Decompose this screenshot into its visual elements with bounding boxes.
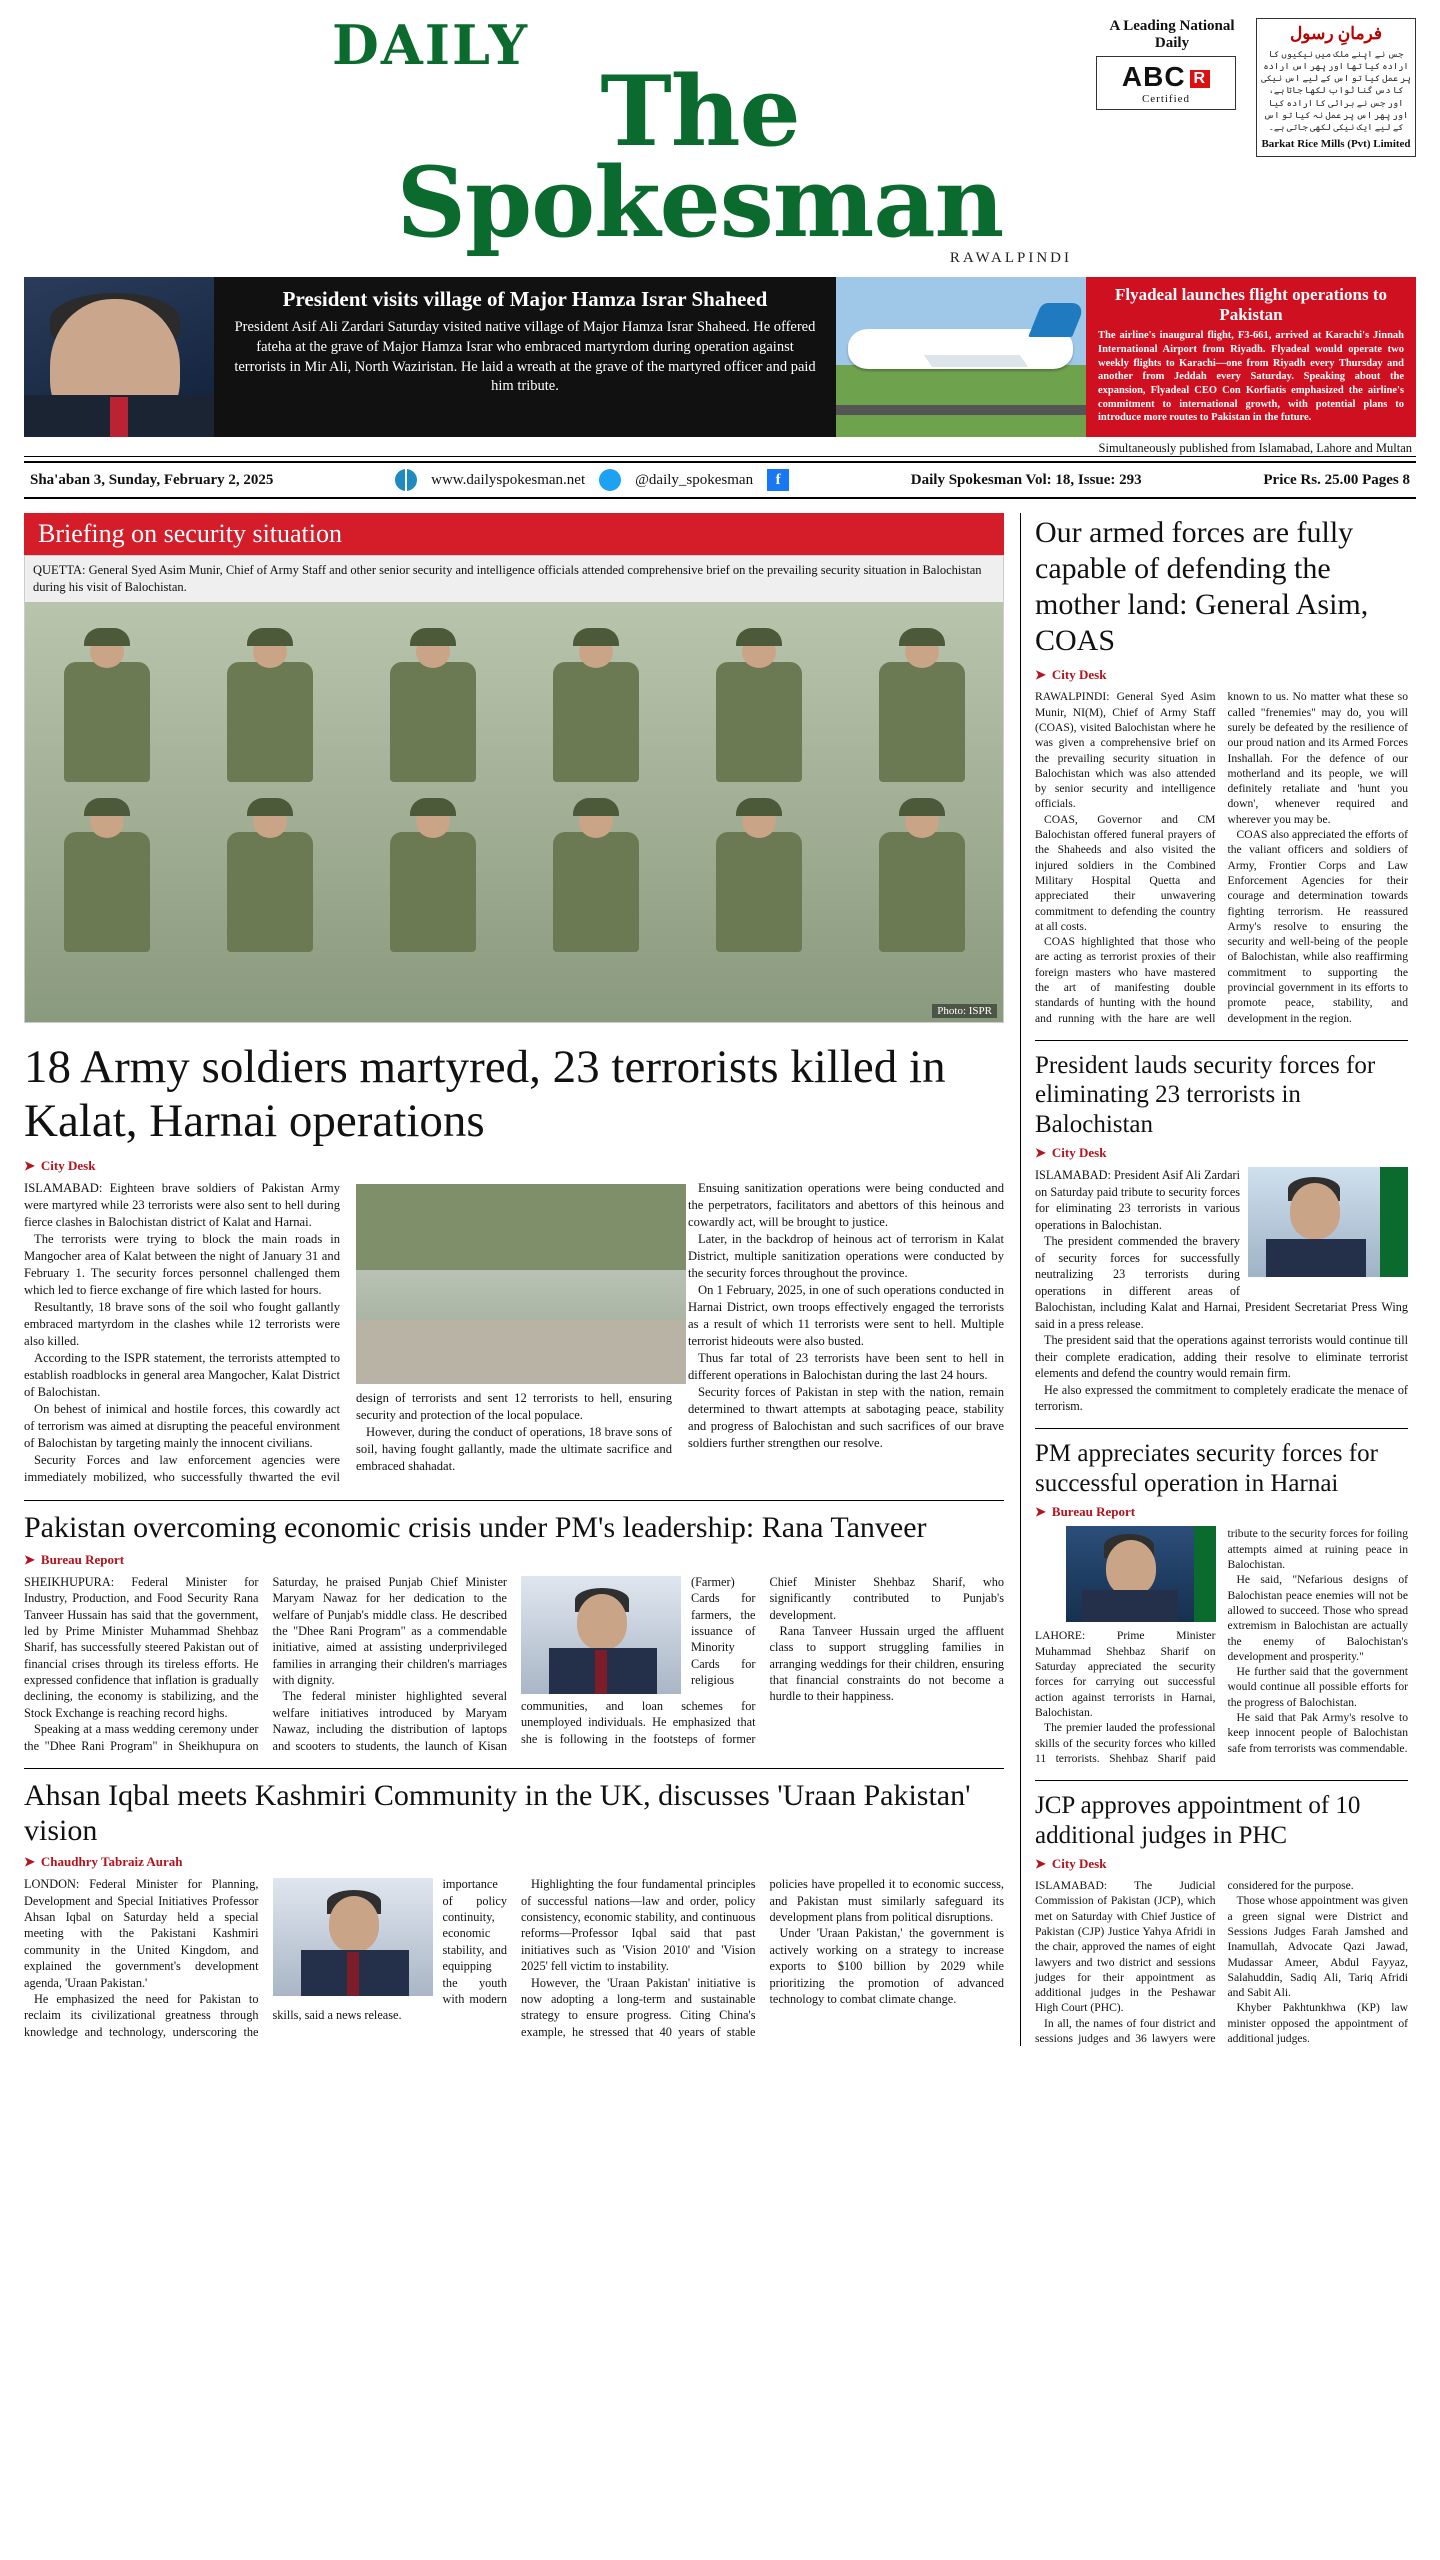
lead-headline: 18 Army soldiers martyred, 23 terrorists killed in Kalat, Harnai operations: [24, 1041, 946, 1147]
road-shape: [356, 1320, 686, 1384]
rana-body: [24, 1574, 1004, 1754]
top-banner: [24, 277, 1416, 437]
ahsan-paragraph: Under 'Uraan Pakistan,' the government is actively working on a strategy to increase exports to $100 billion by 2029 while prioritizing the promotion of advanced technology to combat climate change.: [769, 1926, 1004, 2006]
lead-paragraph: On behest of inimical and hostile forces, this cowardly act of terrorism was aimed at disrupting the peaceful environment of Balochistan by targeting mainly the innocent civilians.: [24, 1402, 340, 1451]
flag-shape: [1194, 1526, 1216, 1622]
abc-certification-badge: [1096, 56, 1236, 110]
lead-byline-text: City Desk: [40, 1158, 96, 1174]
pm-appreciates-body: [1035, 1526, 1408, 1766]
pm-appreciates-headline: PM appreciates security forces for successful operation in Harnai: [1035, 1440, 1378, 1497]
facebook-icon[interactable]: f: [767, 469, 789, 491]
portrait-head-shape: [1290, 1183, 1340, 1239]
masthead-title-block: [304, 13, 1096, 267]
lead-paragraph: ISLAMABAD: Eighteen brave soldiers of Pakistan Army were martyred while 23 terrorists were also sent to hell during fierce clashes in Balochistan district of Kalat and Harnai.: [24, 1181, 340, 1230]
jcp-paragraph: Those whose appointment was given a green signal were District and Sessions Judges Farah Jamshed and Inamullah, Advocate Qazi Jawad, Mudassar Ameer, Abdul Fayyaz, Salahuddin, Sadiq Ali, Tariq Afridi and Sabit Ali.: [1227, 1894, 1408, 2000]
ahsan-body: [24, 1876, 1004, 2039]
banner-right-story: [1086, 277, 1416, 437]
jcp-paragraph: Khyber Pakhtunkhwa (KP) law minister opposed the appointment of additional judges.: [1227, 2001, 1408, 2046]
portrait-body-shape: [1082, 1590, 1178, 1622]
bird-icon: ➤: [1035, 1856, 1046, 1872]
rana-paragraph: Speaking at a mass wedding ceremony under the "Dhee Rani Program" in Sheikhupura on Saturday, he praised Punjab Chief Minister Maryam Nawaz for her dedication to the welfare of Punjab's middle class. He described the "Dhee Rani Program" as a commendable initiative, aimed at assisting underprivileged families in arranging their children's marriages with dignity.: [24, 1575, 507, 1753]
bird-icon: ➤: [1035, 1145, 1046, 1161]
briefing-photo: [25, 602, 1003, 1022]
coas-byline: [1035, 667, 1408, 683]
soldier-figure: [227, 662, 313, 782]
ahsan-paragraph: He emphasized the need for Pakistan to reclaim its civilizational greatness through knowledge and technology, underscoring the importance of policy continuity, economic stability, and equipping the youth with modern skills, said a news release.: [24, 1877, 507, 2039]
section-divider: [1035, 1780, 1408, 1781]
banner-right-text: The airline's inaugural flight, F3-661, arrived at Karachi's Jinnah International Airport from Riyadh. Flyadeal would operate two weekly flights to Karachi—one from Riyadh every Thursday and another from Jeddah every Saturday. Speaking about the expansion, Flyadeal CEO Con Korfiatis emphasized the airline's commitment to international growth, with potential plans to introduce more routes to Pakistan in the future.: [1098, 330, 1404, 424]
section-divider: [24, 1500, 1004, 1501]
briefing-title-bar: Briefing on security situation: [24, 513, 1004, 555]
main-content-grid: [24, 513, 1416, 2046]
abc-sub-label: Certified: [1141, 93, 1191, 105]
banner-left-story: [214, 277, 836, 437]
lead-paragraph: Security forces of Pakistan in step with the nation, remain determined to thwart attempts at sabotaging peace, stability and progress of Balochistan and such sacrifices of our brave soldiers further strengthen our resolve.: [688, 1385, 1004, 1451]
pm-appreciates-paragraph: LAHORE: Prime Minister Muhammad Shehbaz Sharif on Saturday appreciated the security forces for carrying out successful action against terrorists in Harnai, Balochistan.: [1035, 1629, 1216, 1719]
banner-right-headline: Flyadeal launches flight operations to Pakistan: [1114, 285, 1387, 325]
jcp-headline: JCP approves appointment of 10 additional judges in PHC: [1035, 1792, 1361, 1849]
photo-tie-shape: [110, 397, 128, 437]
pm-appreciates-byline: [1035, 1504, 1408, 1520]
president-lauds-paragraph: ISLAMABAD: President Asif Ali Zardari on Saturday paid tribute to security forces for eliminating 23 terrorists in various operations in Balochistan.: [1035, 1168, 1240, 1232]
soldier-figure: [64, 832, 150, 952]
rana-paragraph: SHEIKHUPURA: Federal Minister for Industry, Production, and Food Security Rana Tanveer Hussain has said that the government, led by Prime Minister Muhammad Shehbaz Sharif, has successfully steered Pakistan out of financial crises through its tireless efforts. He expressed confidence that inflation is gradually declining, the economy is stabilizing, and the Stock Exchange is reaching record highs.: [24, 1575, 259, 1720]
lead-paragraph: Ensuing sanitization operations were being conducted and the perpetrators, facilitators and abettors of this heinous and cowardly act, will be brought to justice.: [688, 1181, 1004, 1230]
soldier-figure: [879, 832, 965, 952]
rana-headline: Pakistan overcoming economic crisis under PM's leadership: Rana Tanveer: [24, 1511, 927, 1545]
ahsan-byline: [24, 1854, 1004, 1870]
soldier-figure: [716, 662, 802, 782]
masthead-city: RAWALPINDI: [949, 250, 1072, 267]
rana-paragraph: The federal minister highlighted several welfare initiatives introduced by Maryam Nawaz, including the distribution of laptops and scooters to students, the launch of Kisan (Farmer) Cards for farmers, the issuance of Minority Cards for religious communities, and loan schemes for unemployed individuals. He emphasized that she is following in the footsteps of former Chief Minister Shehbaz Sharif, who significantly contributed to Punjab's development.: [272, 1575, 1004, 1753]
lead-byline: [24, 1158, 1004, 1174]
briefing-caption: QUETTA: General Syed Asim Munir, Chief of Army Staff and other senior security and intelligence officials attended comprehensive brief on the prevailing security situation in Balochistan during his visit of Balochistan.: [25, 556, 1003, 602]
masthead-daily-word: DAILY: [332, 13, 530, 77]
masthead-paper-name: The Spokesman: [396, 55, 1004, 260]
jcp-byline: [1035, 1856, 1408, 1872]
lead-paragraph: Later, in the backdrop of heinous act of terrorism in Kalat District, multiple sanitization operations were conducted by the security forces throughout the province.: [688, 1232, 1004, 1281]
president-lauds-paragraph: The president commended the bravery of security forces for successfully neutralizing 23 terrorists during operations in different areas of Balochistan, including Kalat and Harnai, President Secretariat Press Wing said in a press release.: [1035, 1234, 1408, 1331]
lead-paragraph: The terrorists were trying to block the main roads in Mangocher area of Kalat between the night of January 31 and February 1. The security forces personnel challenged them which led to fierce exchange of fire which lasted for hours.: [24, 1232, 340, 1298]
lead-paragraph: On 1 February, 2025, in one of such operations conducted in Harnai District, own troops effectively engaged the terrorists as a result of which 11 terrorists were sent to hell. Multiple terrorist hideouts were also busted.: [688, 1283, 1004, 1349]
jcp-byline-text: City Desk: [1051, 1856, 1107, 1872]
info-bar: [24, 461, 1416, 499]
rana-paragraph: Rana Tanveer Hussain urged the affluent class to support struggling families in arranging weddings for their children, ensuring that financial constraints do not become a hurdle to their happiness.: [769, 1624, 1004, 1704]
lead-paragraph: Thus far total of 23 terrorists have been sent to hell in different operations in Balochistan during the last 24 hours.: [688, 1351, 1004, 1383]
masthead-left-spacer: [24, 18, 304, 28]
soldier-figure: [390, 662, 476, 782]
urdu-sponsor: Barkat Rice Mills (Pvt) Limited: [1261, 137, 1411, 150]
soldier-figure: [553, 662, 639, 782]
soldier-figure: [64, 662, 150, 782]
president-lauds-byline: [1035, 1145, 1408, 1161]
twitter-handle[interactable]: @daily_spokesman: [635, 471, 754, 488]
volume-issue: Daily Spokesman Vol: 18, Issue: 293: [910, 471, 1142, 488]
pm-shehbaz-photo: [1066, 1526, 1216, 1622]
pm-appreciates-paragraph: He further said that the government would continue all possible efforts for the progress of Balochistan.: [1227, 1665, 1408, 1709]
bird-icon: ➤: [1035, 1504, 1046, 1520]
simultaneous-publication-note: Simultaneously published from Islamabad, Lahore and Multan: [24, 437, 1416, 457]
jcp-paragraph: ISLAMABAD: The Judicial Commission of Pakistan (JCP), which met on Saturday with Chief Justice of Pakistan (CJP) Justice Yahya Afridi in the chair, approved the names of eight lawyers and two district and sessions judges for their appointment as additional judges in the Peshawar High Court (PHC).: [1035, 1879, 1216, 2015]
section-divider: [1035, 1428, 1408, 1429]
president-lauds-paragraph: The president said that the operations against terrorists would continue till their complete eradication, adding their resolve to eliminate terrorist elements and defend the country would remain firm.: [1035, 1333, 1408, 1381]
right-column: [1020, 513, 1408, 2046]
soldier-figure: [390, 832, 476, 952]
abc-label: ABC R: [1105, 61, 1227, 93]
abc-r-icon: R: [1190, 70, 1211, 88]
flyadeal-plane-photo: [836, 277, 1086, 437]
photo-credit: Photo: ISPR: [932, 1004, 997, 1018]
lead-paragraph: Security Forces and law enforcement agencies were immediately mobilized, who successfully thwarted the evil design of terrorists and sent 12 terrorists to hell, ensuring security and protection of the local populace.: [24, 1391, 672, 1485]
president-lauds-byline-text: City Desk: [1051, 1145, 1107, 1161]
president-lauds-body: [1035, 1167, 1408, 1414]
urdu-quote-box: [1256, 18, 1416, 157]
photo-row-back: [25, 662, 1003, 782]
rana-byline-text: Bureau Report: [40, 1552, 125, 1568]
soldier-figure: [227, 832, 313, 952]
coas-headline: Our armed forces are fully capable of defending the mother land: General Asim, COAS: [1035, 516, 1369, 658]
coas-byline-text: City Desk: [1051, 667, 1107, 683]
masthead-right-block: [1096, 18, 1416, 157]
coas-paragraph: COAS also appreciated the efforts of the valiant officers and soldiers of Army, Frontier Corps and Law Enforcement Agencies for their courage and determination towards fighting terrorism. He reassured Army's resolve to ensuring the security and well-being of the people of Balochistan, while also reaffirming commitment to supporting the provincial government in its efforts to promote peace, stability, and development in the region.: [1227, 828, 1408, 1025]
portrait-tie-shape: [347, 1952, 359, 1996]
president-lauds-headline: President lauds security forces for eliminating 23 terrorists in Balochistan: [1035, 1051, 1376, 1138]
president-zardari-photo: [1248, 1167, 1408, 1277]
coas-paragraph: COAS highlighted that those who are acting as terrorist proxies of their foreign masters who have mastered the art of manifesting double standards of hunting with the hound and running with the hare are well known to us. No matter what these so called "frenemies" may do, you will surely be defeated by the resilience of our proud nation and its Armed Forces Inshallah. For the defence of our motherland and its people, we will definitely retaliate and 'hunt you down', whenever required and wherever you may be.: [1035, 690, 1408, 1025]
lead-paragraph: However, during the conduct of operations, 18 brave sons of soil, having fought gallantly, made the ultimate sacrifice and embraced shahadat.: [356, 1425, 672, 1474]
globe-icon: [395, 469, 417, 491]
rana-byline: [24, 1552, 1004, 1568]
lead-paragraph: According to the ISPR statement, the terrorists attempted to establish roadblocks in general area Mangocher, Kalat District of Balochistan.: [24, 1351, 340, 1400]
flag-shape: [1380, 1167, 1408, 1277]
portrait-head-shape: [1106, 1540, 1156, 1596]
ahsan-headline: Ahsan Iqbal meets Kashmiri Community in the UK, discusses 'Uraan Pakistan' vision: [24, 1778, 971, 1847]
pm-appreciates-paragraph: The premier lauded the professional skills of the security forces who killed 11 terrorists. Shehbaz Sharif paid tribute to the security forces for foiling attempts aimed at ruining peace in Balochistan.: [1035, 1527, 1408, 1765]
banner-left-headline: President visits village of Major Hamza Israr Shaheed: [282, 287, 768, 312]
portrait-head-shape: [577, 1594, 627, 1650]
coas-paragraph: RAWALPINDI: General Syed Asim Munir, NI(M), Chief of Army Staff (COAS), visited Balochistan where he was given a comprehensive brief on the prevailing security situation in Balochistan which was also attended by senior security and intelligence officials.: [1035, 690, 1216, 811]
section-divider: [24, 1768, 1004, 1769]
lead-inline-photo: [356, 1184, 686, 1384]
president-photo: [24, 277, 214, 437]
airplane-wing-shape: [924, 355, 1028, 367]
price-pages: Price Rs. 25.00 Pages 8: [1263, 471, 1411, 488]
president-lauds-paragraph: He also expressed the commitment to completely eradicate the menace of terrorism.: [1035, 1382, 1408, 1413]
runway-shape: [836, 405, 1086, 415]
lead-body: [24, 1180, 1004, 1486]
lead-paragraph: Resultantly, 18 brave sons of the soil who fought gallantly embraced martyrdom in the clashes while 12 terrorists were also killed.: [24, 1300, 340, 1349]
pm-appreciates-byline-text: Bureau Report: [1051, 1504, 1136, 1520]
left-column: [24, 513, 1004, 2046]
section-divider: [1035, 1040, 1408, 1041]
jcp-body: [1035, 1878, 1408, 2046]
banner-left-text: President Asif Ali Zardari Saturday visited native village of Major Hamza Israr Shaheed. He offered fateha at the grave of Major Hamza Israr who embraced martyrdom during operation against terrorists in Mir Ali, North Waziristan. He laid a wreath at the grave of the martyred officer and paid him tribute.: [234, 319, 816, 395]
soldier-figure: [716, 832, 802, 952]
photo-row-front: [25, 832, 1003, 952]
bird-icon: ➤: [1035, 667, 1046, 683]
portrait-tie-shape: [595, 1650, 607, 1694]
masthead-tagline: A Leading National Daily: [1109, 18, 1235, 51]
issue-date: Sha'aban 3, Sunday, February 2, 2025: [30, 471, 274, 488]
briefing-photo-block: [24, 555, 1004, 1023]
jcp-paragraph: In all, the names of four district and sessions judges and 36 lawyers were considered for the purpose.: [1035, 1879, 1354, 2046]
pm-appreciates-paragraph: He said that Pak Army's resolve to keep innocent people of Balochistan safe from terrorists was commendable.: [1227, 1711, 1408, 1755]
coas-body: [1035, 689, 1408, 1026]
soldier-figure: [553, 832, 639, 952]
ahsan-paragraph: However, the 'Uraan Pakistan' initiative is now adopting a long-term and sustainable strategy to ensure progress. Citing China's example, he stressed that 40 years of stable policies have propelled it to economic success, and Pakistan must similarly safeguard its development plans from political disruptions.: [521, 1877, 1004, 2039]
ahsan-paragraph: LONDON: Federal Minister for Planning, Development and Special Initiatives Professor Ahsan Iqbal on Saturday held a special meeting with the Pakistani Kashmiri community in the United Kingdom, and explained the government's development agenda, 'Uraan Pakistan.': [24, 1877, 259, 1990]
ahsan-paragraph: Highlighting the four fundamental principles of successful nations—law and order, policy consistency, economic stability, and continuous reforms—Professor Iqbal said that past initiatives such as 'Vision 2010' and 'Vision 2025' fell victim to instability.: [521, 1877, 756, 1974]
coas-paragraph: COAS, Governor and CM Balochistan offered funeral prayers of the Shaheeds and also visited the injured soldiers in the Combined Military Hospital Quetta and appreciated their unwavering commitment to defending the country at all costs.: [1035, 812, 1216, 933]
bird-icon: ➤: [24, 1552, 35, 1568]
twitter-icon[interactable]: [599, 469, 621, 491]
portrait-body-shape: [1266, 1239, 1366, 1277]
urdu-quote-title: فرمانِ رسول: [1289, 24, 1383, 43]
bird-icon: ➤: [24, 1158, 35, 1174]
rana-tanveer-portrait: [521, 1576, 681, 1694]
masthead: [24, 13, 1416, 267]
website-link[interactable]: www.dailyspokesman.net: [431, 471, 586, 488]
urdu-quote-body: جس نے اپنے ملک میں نیکیوں کا ارادہ کیا تھا اور پھر اس ارادہ پر عمل کیا تو اس کے لیے اس نیکی کا دس گنا ثواب لکھا جاتا ہے، اور جس نے برائی کا ارادہ کیا اور پھر اس پر عمل نہ کیا تو اس کے لیے ایک نیکی لکھی جاتی ہے۔: [1261, 48, 1411, 132]
portrait-head-shape: [329, 1896, 379, 1952]
soldier-figure: [879, 662, 965, 782]
bird-icon: ➤: [24, 1854, 35, 1870]
ahsan-iqbal-portrait: [273, 1878, 433, 1996]
ahsan-byline-text: Chaudhry Tabraiz Aurah: [40, 1854, 183, 1870]
pm-appreciates-paragraph: He said, "Nefarious designs of Balochistan peace enemies will not be allowed to succeed. Those who spread extremism in Balochistan are actually the enemy of Balochistan's development and prosperity.": [1227, 1573, 1408, 1663]
trees-shape: [356, 1184, 686, 1270]
